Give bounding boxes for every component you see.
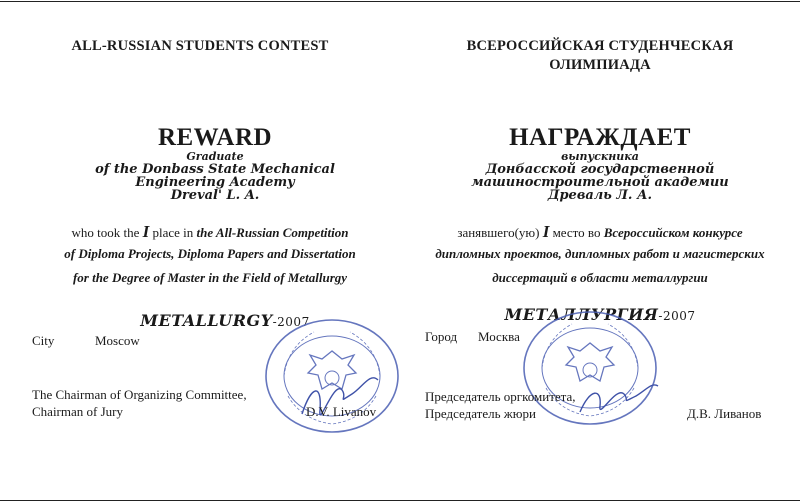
chairman-title-1: The Chairman of Organizing Committee, xyxy=(32,387,247,402)
contest-header: ALL-RUSSIAN STUDENTS CONTEST xyxy=(71,38,329,54)
academy-line-2: машиностроительной академии xyxy=(471,175,729,190)
city-label: City xyxy=(32,333,55,348)
graduate-block xyxy=(460,150,740,202)
contest-year: -2007 xyxy=(272,315,310,329)
graduate-block xyxy=(80,150,350,202)
place-suffix: place in xyxy=(152,225,194,240)
place-number: I xyxy=(142,222,150,241)
city-label: Город xyxy=(425,329,458,344)
reward-title: НАГРАЖДАЕТ xyxy=(509,124,691,151)
signatory-name: D.V. Livanov xyxy=(306,404,377,419)
graduate-name: Древаль Л. А. xyxy=(547,188,653,203)
city-value: Москва xyxy=(478,329,520,344)
competition-line-2: дипломных проектов, дипломных работ и магистерских xyxy=(435,246,765,261)
russian-column xyxy=(400,0,800,503)
academy-line-2: Engineering Academy xyxy=(135,175,295,190)
place-line xyxy=(20,222,400,242)
contest-header-line-1: ВСЕРОССИЙСКАЯ СТУДЕНЧЕСКАЯ xyxy=(466,38,734,54)
competition-line-2: of Diploma Projects, Diploma Papers and Dissertation xyxy=(64,246,356,261)
academy-line-1: Донбасской государственной xyxy=(485,162,715,177)
place-tail: the All-Russian Competition xyxy=(196,225,349,240)
official-stamp-seal xyxy=(520,308,660,428)
graduate-label: выпускника xyxy=(561,150,639,163)
chairman-title-2: Chairman of Jury xyxy=(32,404,123,419)
city-value: Moscow xyxy=(95,333,140,348)
place-number: I xyxy=(542,222,550,241)
reward-title: REWARD xyxy=(157,124,273,151)
place-suffix: место во xyxy=(552,225,601,240)
graduate-label: Graduate xyxy=(186,150,244,163)
contest-year: -2007 xyxy=(658,309,696,323)
signatory-name: Д.В. Ливанов xyxy=(687,406,762,421)
competition-line-3: for the Degree of Master in the Field of Metallurgy xyxy=(72,270,348,285)
contest-name: METALLURGY xyxy=(140,311,273,330)
academy-line-1: of the Donbass State Mechanical xyxy=(95,162,335,177)
chairman-title-2: Председатель жюри xyxy=(425,406,536,421)
place-prefix: who took the xyxy=(71,225,140,240)
place-line xyxy=(410,222,790,242)
graduate-name: Dreval' L. A. xyxy=(170,188,260,203)
competition-line-3: диссертаций в области металлургии xyxy=(492,270,708,285)
place-prefix: занявшего(ую) xyxy=(457,225,540,240)
place-tail: Всероссийском конкурсе xyxy=(603,225,743,240)
contest-name: МЕТАЛЛУРГИЯ xyxy=(504,305,659,324)
chairman-title-1: Председатель оргкомитета, xyxy=(425,389,576,404)
contest-header-line-2: ОЛИМПИАДА xyxy=(549,57,651,73)
